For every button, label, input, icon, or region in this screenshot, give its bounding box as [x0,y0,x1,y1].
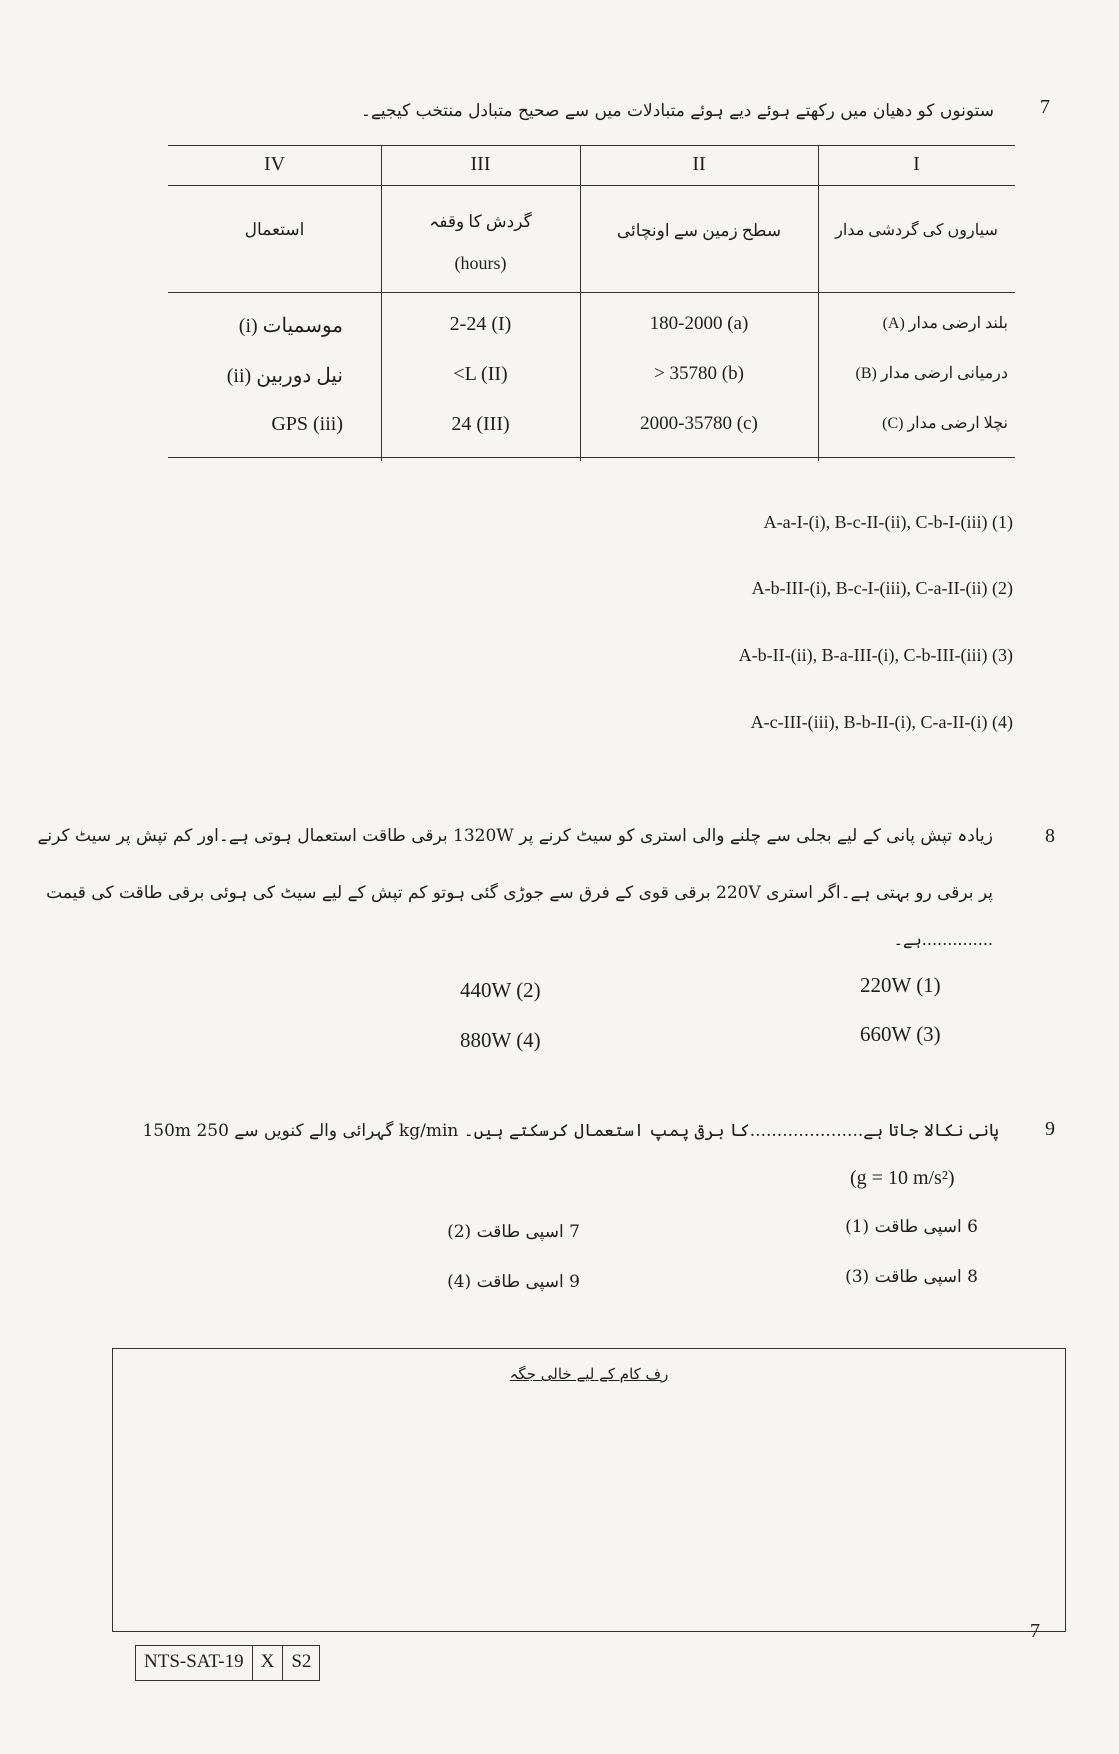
option-3: A-b-II-(ii), B-a-III-(i), C-b-III-(iii) (3) [738,645,1013,665]
col-title-orbit: سیاروں کی گردشی مدار [835,222,998,239]
table-cell: <L (II) [453,363,508,385]
table-cell: (B) درمیانی ارضی مدار [855,365,1008,382]
table-cell: (ii) نیل دوربین [226,365,343,387]
table-cell: 180-2000 (a) [649,313,749,334]
question-text-line-1: 150m گہرائی والے کنویں سے 250 kg/min پانی نکالا جاتا ہے.....................کا برقی پمپ استعمال کرسکتے ہیں۔ [142,1121,999,1141]
footer-class: X [253,1646,284,1680]
rough-work-box [112,1348,1066,1632]
table-cell: 2-24 (I) [449,313,512,335]
footer-code-box [135,1645,320,1681]
col-title-period-unit: (hours) [454,253,507,273]
col-header-iv: IV [263,153,286,175]
question-text-line-2: پر برقی رو بہتی ہے۔اگر استری 220V برقی قوی کے فرق سے جوڑی گئی ہوتو کم تپش کے لیے سیٹ کی ہوئی برقی طاقت کی قیمت [46,883,993,903]
table-cell: GPS (iii) [271,413,343,435]
rough-work-title: رف کام کے لیے خالی جگہ [509,1365,669,1383]
question-number: 7 [1040,96,1050,118]
question-text-line-1: زیادہ تپش پانی کے لیے بجلی سے چلنے والی استری کو سیٹ کرنے پر 1320W برقی طاقت استعمال ہوتی ہے۔اور کم تپش پر سیٹ کرنے [37,826,993,846]
col-title-period: گردش کا وقفہ [429,212,532,231]
option-1: A-a-I-(i), B-c-II-(ii), C-b-I-(iii) (1) [763,512,1013,532]
col-title-usage: استعمال [244,220,305,239]
gravity-value: (g = 10 m/s²) [850,1167,955,1189]
option-3: 660W (3) [860,1022,941,1046]
option-3: 8 اسپی طاقت (3) [845,1267,978,1287]
option-4: A-c-III-(iii), B-b-II-(i), C-a-II-(i) (4) [750,712,1013,732]
question-text: ستونوں کو دھیان میں رکھتے ہوئے دیے ہوئے متبادلات میں سے صحیح متبادل منتخب کیجیے۔ [360,101,994,121]
question-number: 8 [1045,825,1055,847]
footer-code: NTS-SAT-19 [136,1646,253,1680]
col-title-altitude: سطح زمین سے اونچائی [616,221,782,240]
option-4: 880W (4) [460,1028,541,1052]
option-2: 7 اسپی طاقت (2) [447,1222,580,1242]
table-cell: 2000-35780 (c) [640,413,758,434]
footer-set: S2 [291,1651,312,1672]
table-cell: > 35780 (b) [654,363,744,384]
orbit-match-table [168,145,1015,461]
table-cell: (A) بلند ارضی مدار [882,315,1008,332]
col-header-i: I [913,153,920,175]
col-header-iii: III [470,153,491,175]
option-2: A-b-III-(i), B-c-I-(iii), C-a-II-(ii) (2) [751,578,1013,598]
table-cell: (C) نچلا ارضی مدار [882,415,1008,432]
option-4: 9 اسپی طاقت (4) [447,1272,580,1292]
page-number: 7 [1030,1620,1040,1642]
option-1: 220W (1) [860,973,941,997]
question-number: 9 [1045,1118,1055,1140]
table-cell: (i) موسمیات [238,315,343,337]
table-cell: 24 (III) [451,413,510,435]
option-2: 440W (2) [460,978,541,1002]
question-text-line-3: ..............ہے۔ [893,930,993,949]
option-1: 6 اسپی طاقت (1) [845,1217,978,1237]
col-header-ii: II [692,153,706,175]
